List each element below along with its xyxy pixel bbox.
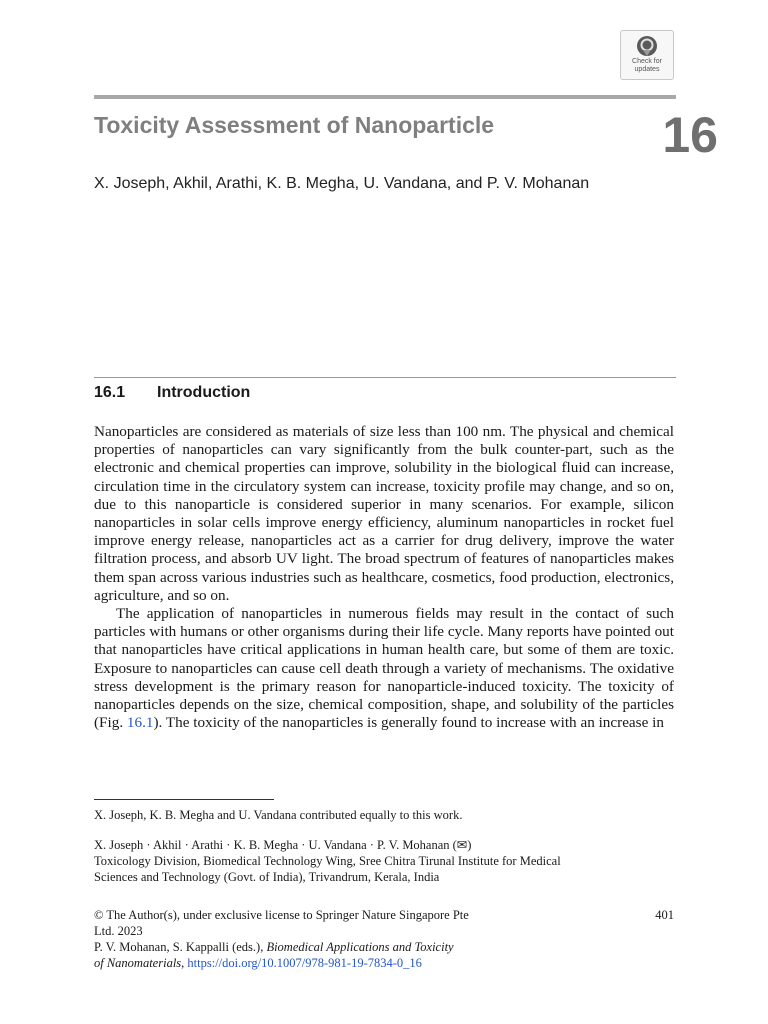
citation-separator: , — [181, 956, 188, 970]
citation-line-1 — [94, 939, 674, 955]
citation-line-2 — [94, 955, 674, 971]
book-title-part-1: Biomedical Applications and Toxicity — [266, 940, 454, 954]
paragraph-2-text-end: ). The toxicity of the nanoparticles is generally found to increase with an increase in — [153, 714, 664, 732]
badge-label-line1: Check for — [632, 58, 662, 65]
chapter-number: 16 — [662, 107, 718, 163]
paragraph-2 — [94, 605, 674, 732]
footnote: X. Joseph, K. B. Megha and U. Vandana contributed equally to this work. — [94, 808, 463, 822]
author-list: X. Joseph, Akhil, Arathi, K. B. Megha, U. Vandana, and P. V. Mohanan — [94, 175, 590, 192]
crossmark-icon — [636, 35, 658, 57]
copyright-row — [94, 907, 674, 923]
check-for-updates-badge[interactable] — [620, 30, 674, 80]
section-title: Introduction — [157, 384, 251, 401]
section-heading — [94, 384, 250, 402]
paragraph-1: Nanoparticles are considered as materials of size less than 100 nm. The physical and chemical properties of nanoparticles can vary significantly from the bulk counter-part, such as the electronic and chemical properties can improve, solubility in the biological fluid can increase, circulation time in the circulatory system can increase, toxicity profile may change, and so on, due to this nanoparticle is considered superior in many scenarios. For example, silicon nanoparticles in solar cells improve energy efficiency, aluminum nanoparticles in rocket fuel improve energy release, nanoparticles act as a carrier for drug delivery, improve the water filtration process, and absorb UV light. The broad spectrum of features of nanoparticles makes them span across various industries such as healthcare, cosmetics, food production, electronics, agriculture, and so on. — [94, 423, 674, 604]
body-text — [94, 423, 674, 732]
figure-reference-link[interactable]: 16.1 — [126, 714, 154, 732]
copyright-block — [94, 907, 674, 971]
badge-label-line2: updates — [634, 66, 660, 73]
section-number: 16.1 — [94, 384, 126, 401]
page-number: 401 — [655, 908, 674, 922]
affiliation-line-2: Sciences and Technology (Govt. of India), Trivandrum, Kerala, India — [94, 870, 440, 884]
book-title-part-2: of Nanomaterials — [94, 956, 182, 970]
paragraph-2-text-start: The application of nanoparticles in numerous fields may result in the contact of such particles with humans or other organisms during their life cycle. Many reports have pointed out that nanoparticles have critical applications in human health care, but some of them are toxic. Exposure to nanoparticles can cause cell death through a variety of mechanisms. The oxidative stress development is the primary reason for nanoparticle-induced toxicity. The toxicity of nanoparticles depends on the size, chemical composition, shape, and solubility of the particles (Fig. — [94, 605, 674, 732]
editors: P. V. Mohanan, S. Kappalli (eds.), — [94, 940, 267, 954]
copyright-line-1: © The Author(s), under exclusive license to Springer Nature Singapore Pte — [94, 908, 469, 922]
copyright-line-2: Ltd. 2023 — [94, 924, 143, 938]
section-rule — [94, 377, 676, 378]
chapter-title: Toxicity Assessment of Nanoparticle — [94, 112, 495, 138]
chapter-top-rule — [94, 95, 676, 99]
doi-link[interactable]: https://doi.org/10.1007/978-981-19-7834-0_16 — [187, 956, 422, 970]
affiliation-line-1: Toxicology Division, Biomedical Technology Wing, Sree Chitra Tirunal Institute for Medical — [94, 854, 561, 868]
affiliation-block — [94, 837, 674, 885]
affiliation-authors: X. Joseph · Akhil · Arathi · K. B. Megha · U. Vandana · P. V. Mohanan (✉) — [94, 838, 472, 852]
footnote-rule — [94, 799, 274, 800]
